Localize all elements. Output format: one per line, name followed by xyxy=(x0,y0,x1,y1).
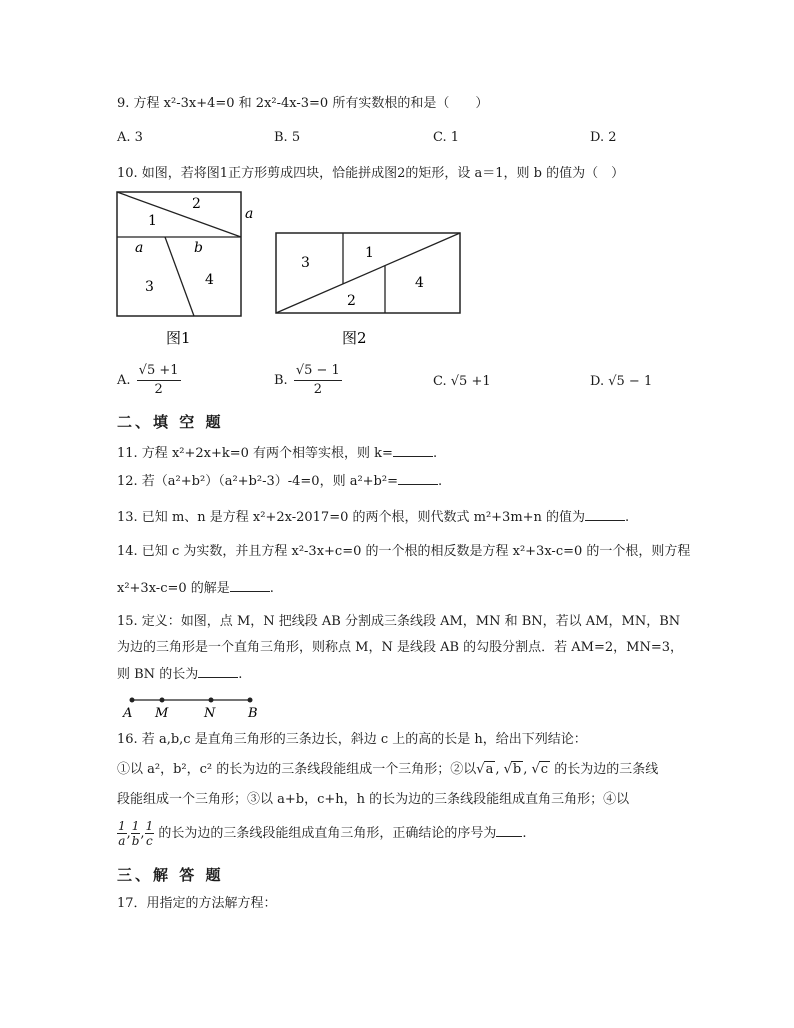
fig1-label-a-side: a xyxy=(245,206,254,222)
fig2-label-2: 2 xyxy=(347,293,356,309)
question-15-line-3: 则 BN 的长为 . xyxy=(117,663,242,685)
question-14-line-1: 14. 已知 c 为实数，并且方程 x²-3x+c=0 的一个根的相反数是方程 x²+3x-c=0 的一个根，则方程 xyxy=(117,544,691,559)
q9-option-a: A. 3 xyxy=(117,130,143,145)
question-14-line-2: x²+3x-c=0 的解是 . xyxy=(117,577,274,599)
question-16-line-3: 段能组成一个三角形；③以 a+b，c+h，h 的长为边的三条线段能组成直角三角形；④以 xyxy=(117,792,630,807)
question-10: 10. 如图，若将图1正方形剪成四块，恰能拼成图2的矩形，设 a＝1，则 b 的值为（ ） xyxy=(117,166,625,181)
q10-option-b: B. $\frac{√5 - 1}{2}$ xyxy=(274,363,340,397)
fig1-label-3: 3 xyxy=(145,279,154,295)
label-a: A xyxy=(123,706,133,721)
point-b xyxy=(248,698,253,703)
fig1-label-a-top: a xyxy=(135,240,144,256)
question-16-line-2: ①以 a²，b²，c² 的长为边的三条线段能组成一个三角形；②以√a , √b , √c 的长为边的三条线 xyxy=(117,762,659,777)
label-b: B xyxy=(248,706,258,721)
label-n: N xyxy=(204,706,216,721)
question-12: 12. 若（a²+b²）（a²+b²-3）-4=0，则 a²+b²= . xyxy=(117,470,442,492)
question-11: 11. 方程 x²+2x+k=0 有两个相等实根，则 k= . xyxy=(117,442,437,464)
q10-option-d: D. √5 − 1 xyxy=(590,374,653,389)
q16-answer-blank[interactable] xyxy=(496,822,522,837)
q9-option-d: D. 2 xyxy=(590,130,617,145)
label-m: M xyxy=(155,706,169,721)
point-a xyxy=(130,698,135,703)
fig2-caption: 图2 xyxy=(342,329,367,347)
question-15-line-2: 为边的三角形是一个直角三角形，则称点 M，N 是线段 AB 的勾股分割点．若 AM=2，MN=3， xyxy=(117,640,684,655)
point-n xyxy=(209,698,214,703)
q15-answer-blank[interactable] xyxy=(198,663,238,678)
fig1-label-2: 2 xyxy=(192,196,201,212)
figure-1 xyxy=(110,188,270,353)
fig2-label-4: 4 xyxy=(415,275,424,291)
fig1-label-b-top: b xyxy=(194,240,203,256)
q14-answer-blank[interactable] xyxy=(230,577,270,592)
q11-answer-blank[interactable] xyxy=(393,442,433,457)
figure-2 xyxy=(270,225,470,353)
q9-option-c: C. 1 xyxy=(433,130,460,145)
fig2-label-1: 1 xyxy=(365,245,374,261)
question-16-line-4: $\frac{1}{a}$ , $\frac{1}{b}$ , $\frac{1}{c}$ 的长为边的三条线段能组成直角三角形，正确结论的序号为 . xyxy=(118,819,527,848)
q10-option-c: C. √5 +1 xyxy=(433,374,491,389)
point-m xyxy=(160,698,165,703)
fig2-label-3: 3 xyxy=(301,255,310,271)
q9-option-b: B. 5 xyxy=(274,130,301,145)
segment-figure xyxy=(118,692,268,722)
question-9: 9. 方程 x²-3x+4=0 和 2x²-4x-3=0 所有实数根的和是（ ） xyxy=(117,96,489,111)
q13-answer-blank[interactable] xyxy=(585,506,625,521)
question-16-line-1: 16. 若 a,b,c 是直角三角形的三条边长，斜边 c 上的高的长是 h，给出下列结论： xyxy=(117,732,587,747)
fig1-label-1: 1 xyxy=(148,213,157,229)
q12-answer-blank[interactable] xyxy=(398,470,438,485)
section-2-title: 二、填 空 题 xyxy=(117,413,224,431)
question-15-line-1: 15. 定义：如图，点 M，N 把线段 AB 分割成三条线段 AM，MN 和 BN，若以 AM，MN，BN xyxy=(117,614,681,629)
section-3-title: 三、解 答 题 xyxy=(117,866,224,884)
fig1-label-4: 4 xyxy=(205,272,214,288)
q10-option-a: A. $\frac{√5 +1}{2}$ xyxy=(117,363,179,397)
fig1-caption: 图1 xyxy=(166,329,191,347)
question-13: 13. 已知 m、n 是方程 x²+2x-2017=0 的两个根，则代数式 m²+3m+n 的值为 . xyxy=(117,506,629,528)
question-17: 17．用指定的方法解方程： xyxy=(117,896,277,911)
